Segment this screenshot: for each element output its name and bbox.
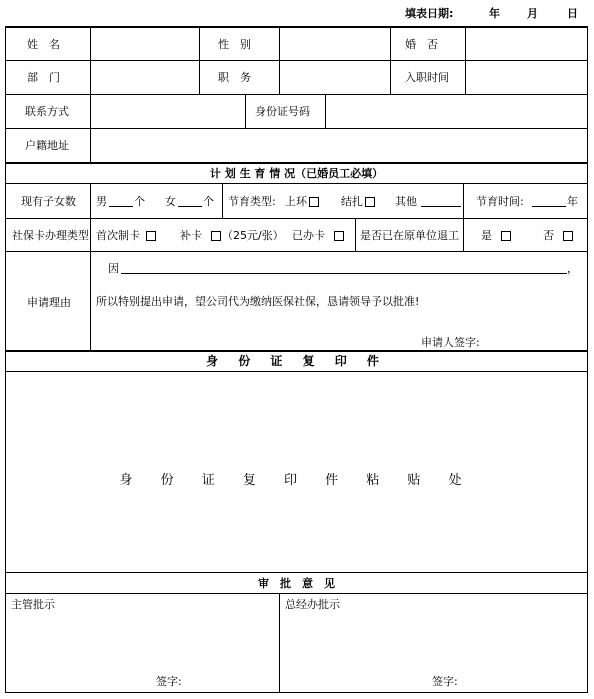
- contact-field[interactable]: [92, 97, 243, 125]
- row-line: [5, 162, 588, 164]
- position-label: 职 务: [218, 71, 251, 84]
- applicant-signature-label: 申请人签字:: [421, 336, 480, 349]
- dept-field[interactable]: [92, 63, 197, 91]
- yes-option[interactable]: [481, 229, 511, 242]
- row-line: [5, 183, 588, 184]
- col-line: [90, 94, 91, 162]
- day-label: 日: [567, 7, 578, 20]
- because-label: 因: [108, 262, 119, 275]
- family-planning-title: 计 划 生 育 情 况（已婚员工必填）: [209, 167, 384, 180]
- reason-comma: ，: [567, 262, 578, 275]
- supervisor-sign-label: 签字:: [156, 675, 182, 688]
- col-line: [199, 27, 200, 95]
- row-line: [5, 350, 588, 352]
- col-line: [463, 183, 464, 251]
- male-unit: 个: [134, 195, 145, 208]
- first-card-checkbox[interactable]: [146, 231, 156, 241]
- col-line: [279, 27, 280, 95]
- ring-label: 上环: [285, 195, 307, 208]
- other-blank[interactable]: [421, 206, 461, 207]
- social-card-label: 社保卡办理类型: [12, 229, 89, 242]
- female-label: 女: [165, 195, 176, 208]
- residence-field[interactable]: [92, 131, 585, 159]
- application-reason-label: 申请理由: [27, 296, 71, 309]
- ring-option[interactable]: [285, 195, 319, 208]
- reissue-label: 补卡: [180, 229, 202, 242]
- contraception-year-unit: 年: [567, 195, 578, 208]
- col-line: [90, 183, 91, 351]
- col-line: [390, 27, 391, 95]
- id-copy-title: 身 份 证 复 印 件: [206, 354, 387, 368]
- reissue-option[interactable]: [180, 229, 221, 242]
- ring-checkbox[interactable]: [309, 197, 319, 207]
- id-copy-paste-area[interactable]: 身 份 证 复 印 件 粘 贴 处: [119, 473, 474, 488]
- no-checkbox[interactable]: [563, 231, 573, 241]
- reason-blank[interactable]: [121, 273, 567, 274]
- row-line: [5, 94, 588, 95]
- gm-office-approval-label: 总经办批示: [285, 598, 340, 611]
- has-card-checkbox[interactable]: [334, 231, 344, 241]
- hire-date-label: 入职时间: [405, 71, 449, 84]
- no-label: 否: [543, 229, 554, 242]
- no-option[interactable]: [543, 229, 573, 242]
- yes-label: 是: [481, 229, 492, 242]
- col-line: [90, 27, 91, 95]
- supervisor-approval-label: 主管批示: [11, 598, 55, 611]
- fee-text: （25元/张）: [222, 229, 284, 242]
- marriage-field[interactable]: [467, 30, 585, 58]
- ligation-checkbox[interactable]: [365, 197, 375, 207]
- marriage-label: 婚 否: [405, 38, 438, 51]
- row-line: [5, 593, 588, 594]
- contraception-time-label: 节育时间:: [476, 195, 524, 208]
- contraception-year-blank[interactable]: [532, 206, 566, 207]
- supervisor-approval-field[interactable]: [7, 612, 277, 672]
- gender-field[interactable]: [281, 30, 388, 58]
- id-number-field[interactable]: [327, 97, 585, 125]
- ligation-label: 结扎: [341, 195, 363, 208]
- name-label: 姓 名: [27, 38, 60, 51]
- col-line: [465, 27, 466, 95]
- children-count-label: 现有子女数: [21, 195, 76, 208]
- month-label: 月: [527, 7, 538, 20]
- first-card-label: 首次制卡: [96, 229, 140, 242]
- yes-checkbox[interactable]: [501, 231, 511, 241]
- col-line: [222, 183, 223, 218]
- fill-date-label: 填表日期:: [405, 7, 454, 20]
- row-line: [5, 218, 588, 219]
- has-card-option[interactable]: [292, 229, 344, 242]
- col-line: [245, 94, 246, 128]
- gm-office-sign-label: 签字:: [432, 675, 458, 688]
- row-line: [5, 371, 588, 372]
- table-top-border: [5, 26, 588, 28]
- position-field[interactable]: [281, 63, 388, 91]
- col-line: [279, 593, 280, 693]
- row-line: [5, 572, 588, 573]
- name-field[interactable]: [92, 30, 197, 58]
- ligation-option[interactable]: [341, 195, 375, 208]
- id-number-label: 身份证号码: [255, 105, 310, 118]
- female-unit: 个: [203, 195, 214, 208]
- col-line: [325, 94, 326, 128]
- table-bottom-border: [5, 692, 588, 693]
- retired-label: 是否已在原单位退工: [360, 229, 459, 242]
- row-line: [5, 128, 588, 129]
- dept-label: 部 门: [27, 71, 60, 84]
- row-line: [5, 251, 588, 252]
- gm-office-approval-field[interactable]: [281, 612, 585, 672]
- contact-label: 联系方式: [25, 105, 69, 118]
- hire-date-field[interactable]: [467, 63, 585, 91]
- has-card-label: 已办卡: [292, 229, 325, 242]
- reissue-checkbox[interactable]: [211, 231, 221, 241]
- application-body: 所以特别提出申请，望公司代为缴纳医保社保，恳请领导予以批准!: [96, 295, 420, 308]
- year-label: 年: [489, 7, 500, 20]
- col-line: [355, 218, 356, 251]
- contraception-label: 节育类型:: [228, 195, 276, 208]
- gender-label: 性 别: [218, 38, 251, 51]
- residence-label: 户籍地址: [25, 139, 69, 152]
- male-label: 男: [96, 195, 107, 208]
- other-label: 其他: [395, 195, 417, 208]
- male-count-blank[interactable]: [109, 206, 133, 207]
- row-line: [5, 60, 588, 61]
- first-card-option[interactable]: [96, 229, 156, 242]
- approval-title: 审 批 意 见: [258, 577, 335, 590]
- female-count-blank[interactable]: [178, 206, 202, 207]
